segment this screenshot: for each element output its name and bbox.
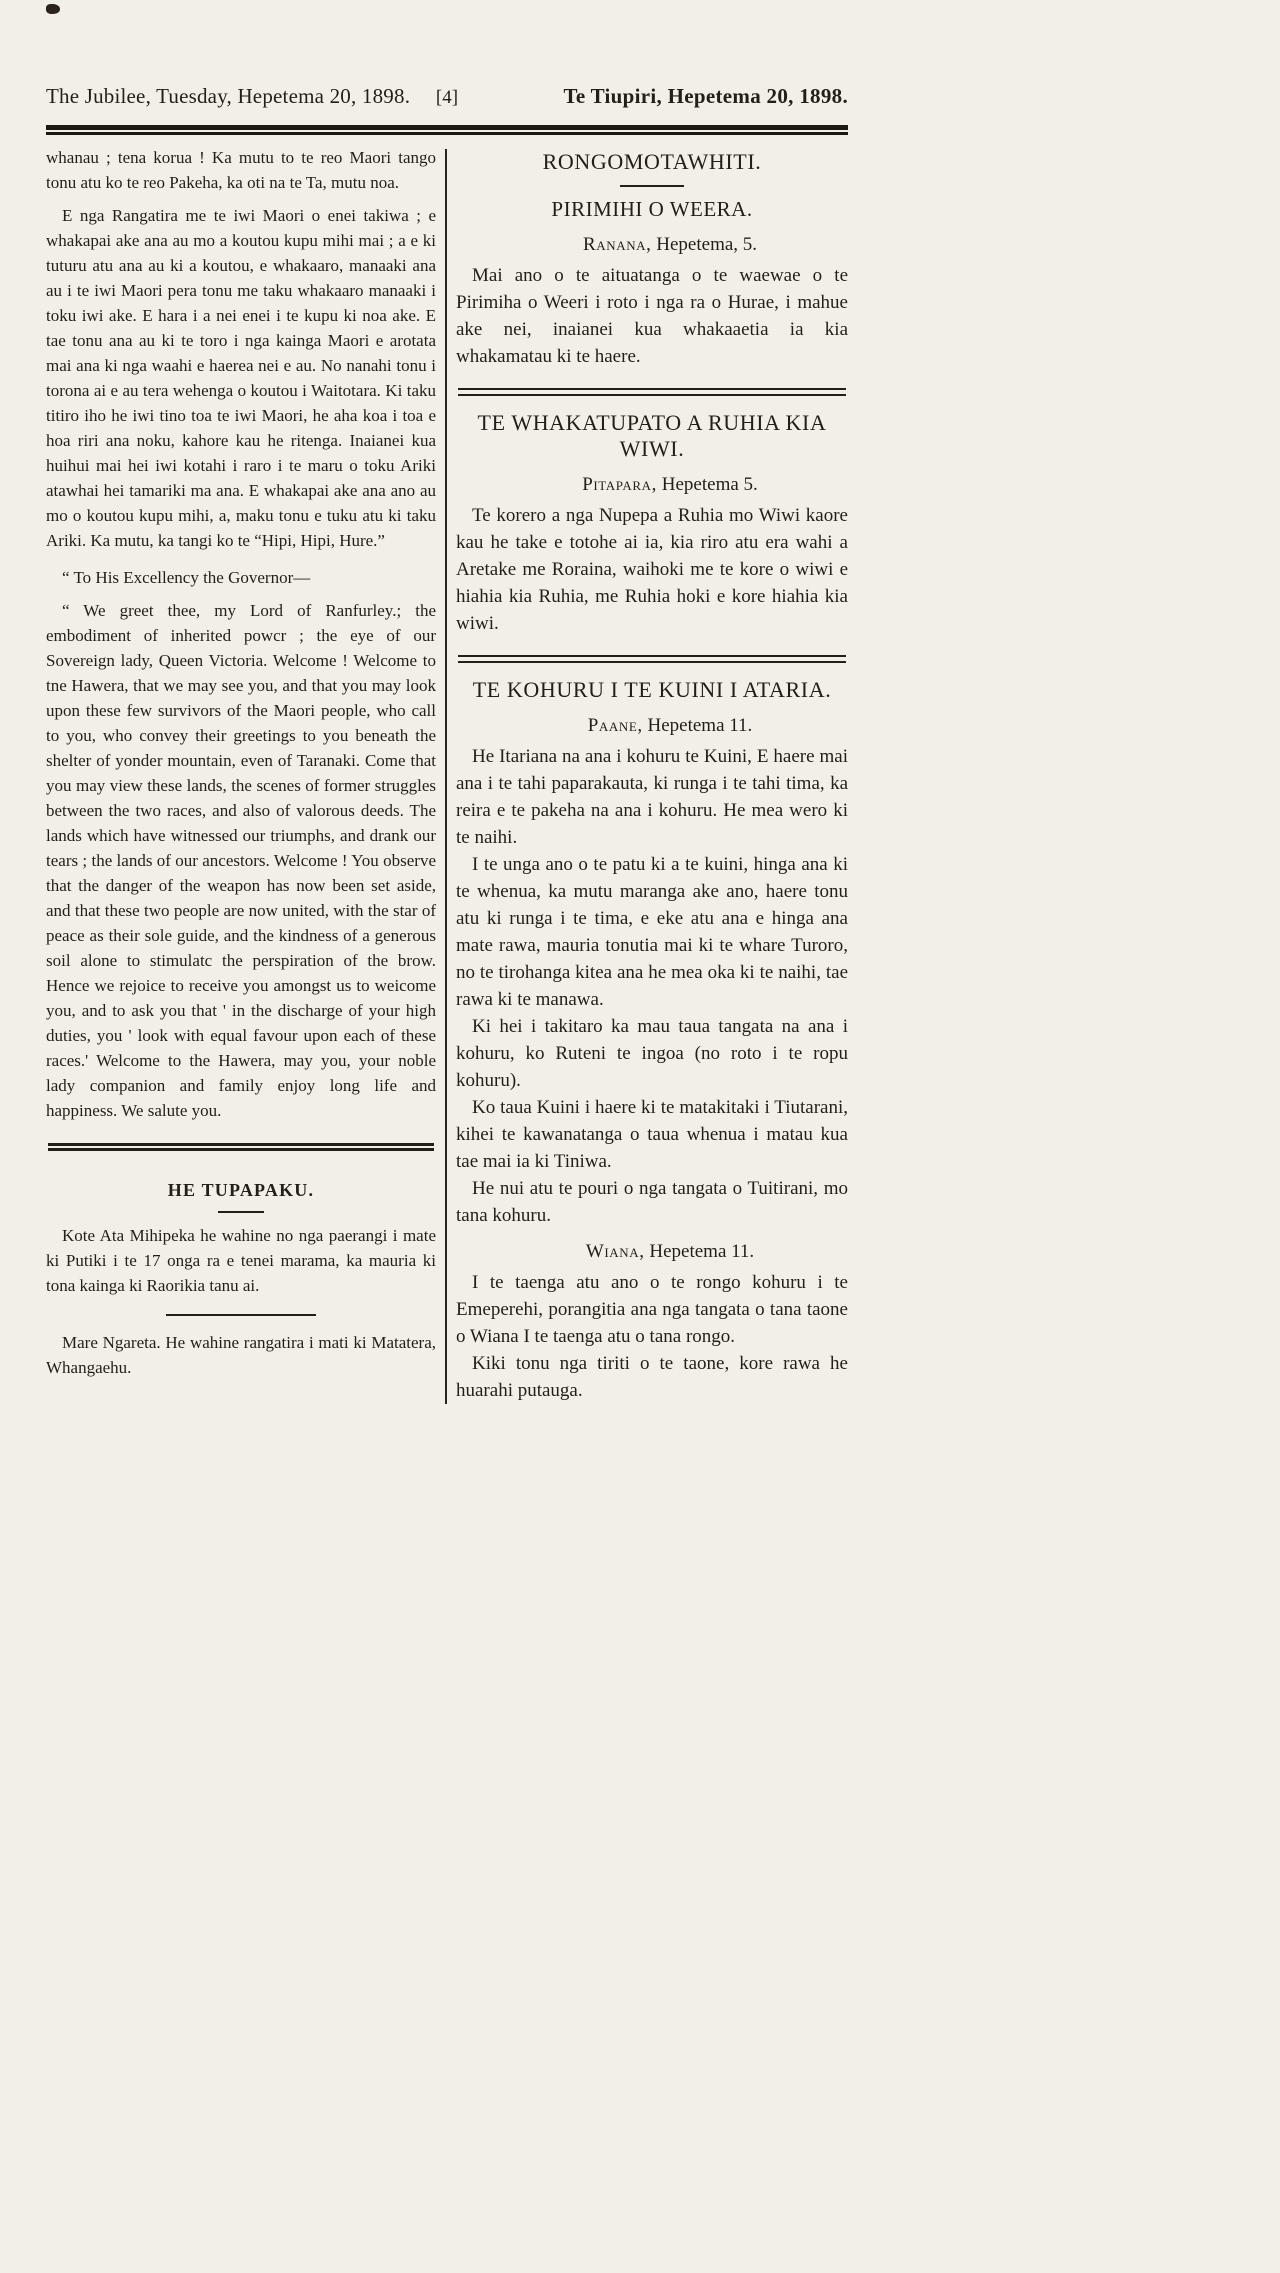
dateline-date: Hepetema 5. <box>657 474 758 495</box>
article-2-body: Te korero a nga Nupepa a Ruhia mo Wiwi kaore kau he take e totohe ai ia, kia riro atu era wahi a Aretake me Roraina, waihoki me te kore o wiwi e hiahia kia Ruhia, me Ruhia hoki e kore hiahia kia wiwi. <box>456 505 848 634</box>
header-left-title: The Jubilee, Tuesday, Hepetema 20, 1898. <box>46 84 411 108</box>
dateline-place: Ranana, <box>582 234 652 255</box>
obituary-notice-1: Kote Ata Mihipeka he wahine no nga paerangi i mate ki Putiki i te 17 onga ra e tenei marama, ka mauria ki tona kainga ki Raorikia tanu ai. <box>46 1226 436 1295</box>
dateline-place: Pitapara, <box>582 474 658 495</box>
printed-area <box>46 84 848 1404</box>
article-3-paragraph: Kiki tonu nga tiriti o te taone, kore rawa he huarahi putauga. <box>456 1353 848 1401</box>
article-3-paragraph: Ki hei i takitaro ka mau taua tangata na ana i kohuru, ko Ruteni te ingoa (no roto i te ropu kohuru). <box>456 1016 848 1091</box>
column-divider <box>445 149 447 1404</box>
speech-paragraph: E nga Rangatira me te iwi Maori o enei takiwa ; e whakapai ake ana au mo a koutou kupu mihi mai ; a e ki tuturu atu ana au ki a koutou, e whakaaro, manaaki ana au i te iwi Maori pera tonu me taku whakaaro manaaki i toku iwi ake. E hara i a nei enei i te kupu ki noa ake. E tae tonu ana au ki te toro i nga kainga Maori e arotata mai ana ki nga waahi e haerea nei e au. No nanahi tonu i torona ai e au tera wehenga o koutou i Waitotara. Ki taku titiro iho he iwi tino toa te iwi Maori, he aha koa i toa e hoa riri ana noku, kahore kau he ritenga. Inaianei kua huihui mai hei iwi kotahi i raro i te maru o toku Ariki atawhai hei tamariki ma ana. E whakapai ake ana ano au mo o koutou kupu mihi, a, maku tonu e tuku atu ki taku Ariki. Ka mutu, ka tangi ko te “Hipi, Hipi, Hure.” <box>46 206 436 550</box>
article-1-subheading: PIRIMIHI O WEERA. <box>551 197 753 221</box>
column-layout <box>46 145 848 1404</box>
article-2-dateline <box>456 471 848 498</box>
section-separator <box>48 1143 434 1151</box>
article-1-dateline <box>456 231 848 258</box>
ink-speck <box>46 4 60 14</box>
obituary-notice-2: Mare Ngareta. He wahine rangatira i mati ki Matatera, Whangaehu. <box>46 1333 436 1377</box>
masthead-rule <box>46 125 848 135</box>
article-3-paragraph: I te unga ano o te patu ki a te kuini, hinga ana ki te whenua, ka mutu maranga ake ano, haere tonu atu ki runga i te tima, e eke atu ana e hinga ana mate rawa, mauria tonutia mai ki te whare Turoro, no te tirohanga kitea ana he mea oka ki te naihi, tae rawa ki te manawa. <box>456 854 848 1010</box>
continuation-paragraph: whanau ; tena korua ! Ka mutu to te reo Maori tango tonu atu ko te reo Pakeha, ka oti na te Ta, mutu noa. <box>46 148 436 192</box>
article-1-body: Mai ano o te aituatanga o te waewae o te Pirimiha o Weeri i roto i nga ra o Hurae, i mahue ake nei, inaianei kua whakaaetia ia kia whakamatau ki te haere. <box>456 265 848 367</box>
left-column <box>46 145 436 1404</box>
article-separator <box>458 388 846 396</box>
article-3-dateline <box>456 712 848 739</box>
page-number: [4] <box>435 87 459 108</box>
notice-divider <box>166 1314 316 1316</box>
dateline-date: Hepetema, 5. <box>651 234 758 255</box>
governor-salutation: “ To His Excellency the Governor— <box>62 568 311 587</box>
article-3-paragraph: I te taenga atu ano o te rongo kohuru i te Emeperehi, porangitia ana nga tangata o tana taone o Wiana I te taenga atu o tana rongo. <box>456 1272 848 1347</box>
article-1-heading: RONGOMOTAWHITI. <box>542 149 762 174</box>
dateline-date: Hepetema 11. <box>644 1241 755 1262</box>
article-2-heading: TE WHAKATUPATO A RUHIA KIA WIWI. <box>477 410 827 461</box>
header-right-title: Te Tiupiri, Hepetema 20, 1898. <box>563 84 848 108</box>
right-column <box>456 145 848 1404</box>
article-3-paragraph: Ko taua Kuini i haere ki te matakitaki i Tiutarani, kihei te kawanatanga o taua whenua i matau kua tae mai ia ki Tiniwa. <box>456 1097 848 1172</box>
dateline-place: Wiana, <box>585 1241 645 1262</box>
heading-rule <box>218 1211 264 1213</box>
governor-address: “ We greet thee, my Lord of Ranfurley.; the embodiment of inherited powcr ; the eye of our Sovereign lady, Queen Victoria. Welcome ! Welcome to tne Hawera, that we may see you, and that you may look upon these few survivors of the Maori people, who call to you, who convey their greetings to you beneath the shelter of yonder mountain, even of Taranaki. Come that you may view these lands, the scenes of former struggles between the two races, and also of valorous deeds. The lands which have witnessed our triumphs, and drank our tears ; the lands of our ancestors. Welcome ! You observe that the danger of the weapon has now been set aside, and that these two people are now united, with the star of peace as their sole guide, and the kindness of a generous soil alone to stimulatc the perspiration of the brow. Hence we rejoice to receive you amongst us to weicome you, and to ask you that ' in the discharge of your high duties, you ' look with equal favour upon each of these races.' Welcome to the Hawera, may you, your noble lady companion and family enjoy long life and happiness. We salute you. <box>46 601 436 1120</box>
obituary-heading: HE TUPAPAKU. <box>167 1180 315 1200</box>
dateline-date: Hepetema 11. <box>642 715 753 736</box>
article-3-paragraph: He nui atu te pouri o nga tangata o Tuitirani, mo tana kohuru. <box>456 1178 848 1226</box>
article-3-heading: TE KOHURU I TE KUINI I ATARIA. <box>472 677 832 702</box>
heading-rule <box>620 185 684 187</box>
article-3-paragraph: He Itariana na ana i kohuru te Kuini, E haere mai ana i te tahi paparakauta, ki runga i te tahi tima, ka reira e te pakeha na ana i kohuru. He mea wero ki te naihi. <box>456 746 848 848</box>
dateline-place: Paane, <box>587 715 643 736</box>
page-header <box>46 84 848 110</box>
article-separator <box>458 655 846 663</box>
article-3-dateline-2 <box>456 1238 848 1265</box>
